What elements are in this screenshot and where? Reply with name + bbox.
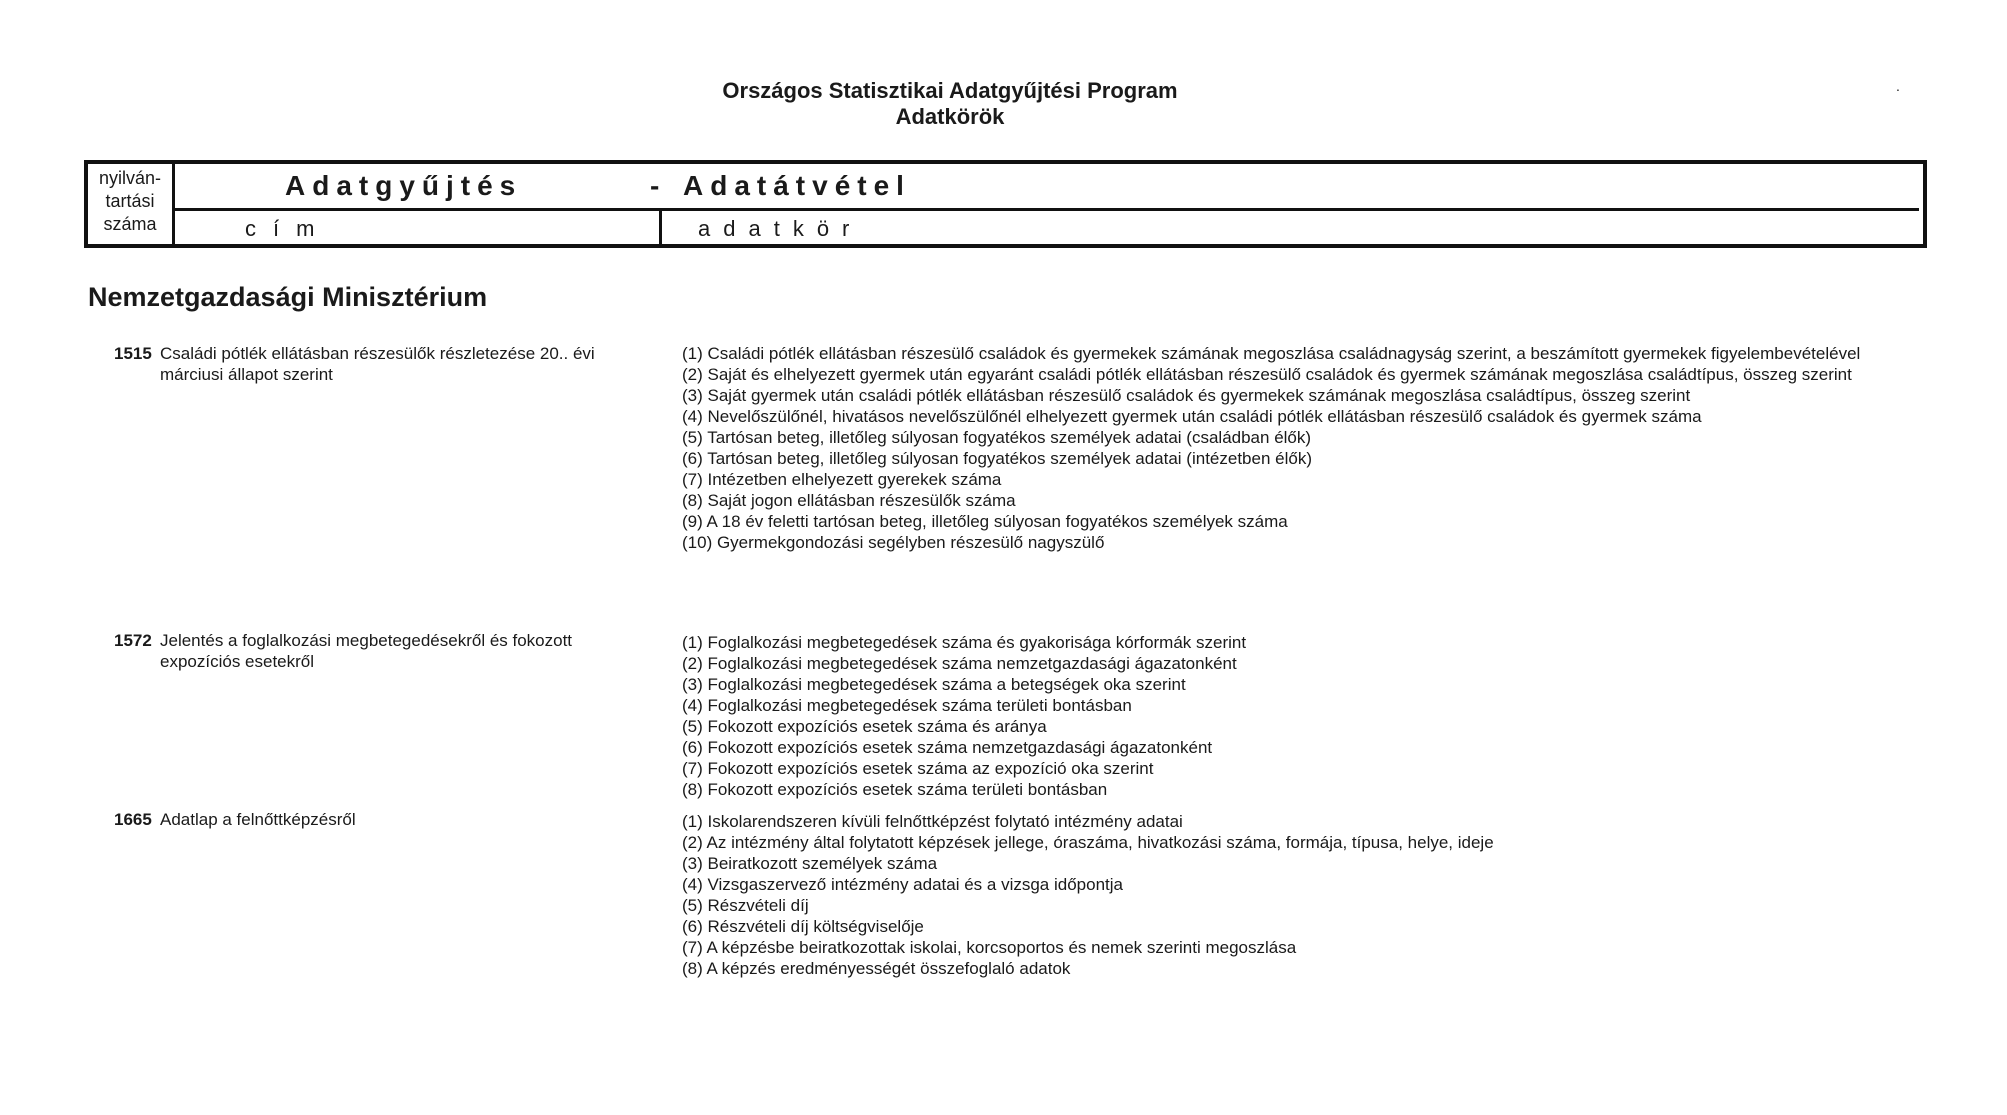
takeover-header: Adatátvétel [683, 170, 911, 201]
entry-title: Családi pótlék ellátásban részesülők részletezése 20.. évi márciusi állapot szerint [160, 344, 595, 384]
header-dash: - [650, 170, 660, 201]
registration-label-line1: nyilván- [98, 168, 162, 188]
document-header [0, 78, 1900, 130]
header-divider-horizontal [175, 208, 1919, 211]
list-item: (3) Beiratkozott személyek száma [682, 854, 938, 873]
list-item: (5) Tartósan beteg, illetőleg súlyosan fogyatékos személyek adatai (családban élők) [682, 428, 1312, 447]
collection-header: Adatgyűjtés [285, 170, 523, 201]
entry-title: Adatlap a felnőttképzésről [160, 810, 356, 829]
list-item: (1) Iskolarendszeren kívüli felnőttképzést folytató intézmény adatai [682, 812, 1183, 831]
list-item: (5) Részvételi díj [682, 896, 809, 915]
list-item: (8) Saját jogon ellátásban részesülők száma [682, 491, 1016, 510]
entry-data-items [682, 811, 2002, 979]
ministry-heading: Nemzetgazdasági Minisztérium [88, 282, 488, 312]
document-subtitle: Adatkörök [895, 104, 1005, 129]
corner-mark: . [1896, 78, 1900, 94]
list-item: (4) Vizsgaszervező intézmény adatai és a vizsga időpontja [682, 875, 1123, 894]
list-item: (4) Nevelőszülőnél, hivatásos nevelőszülőnél elhelyezett gyermek után családi pótlék ellátásban részesülő családok és gyermek száma [682, 407, 1702, 426]
list-item: (1) Családi pótlék ellátásban részesülő családok és gyermekek számának megoszlása családnagyság szerint, a beszámított gyermekek figyelembevételével [682, 344, 1861, 363]
list-item: (10) Gyermekgondozási segélyben részesülő nagyszülő [682, 533, 1105, 552]
list-item: (5) Fokozott expozíciós esetek száma és aránya [682, 717, 1047, 736]
list-item: (9) A 18 év feletti tartósan beteg, illetőleg súlyosan fogyatékos személyek száma [682, 512, 1288, 531]
entry-data-items [682, 632, 2002, 800]
column-header-box [84, 160, 1927, 248]
list-item: (2) Foglalkozási megbetegedések száma nemzetgazdasági ágazatonként [682, 654, 1237, 673]
entry-code: 1572 [114, 631, 152, 650]
entry-code: 1515 [114, 344, 152, 363]
list-item: (8) Fokozott expozíciós esetek száma területi bontásban [682, 780, 1108, 799]
list-item: (3) Saját gyermek után családi pótlék ellátásban részesülő családok és gyermekek számának megoszlása családtípus, összeg szerint [682, 386, 1691, 405]
list-item: (2) Az intézmény által folytatott képzések jellege, óraszáma, hivatkozási száma, formája, típusa, helye, ideje [682, 833, 1494, 852]
title-column-header: cím [245, 216, 332, 241]
list-item: (2) Saját és elhelyezett gyermek után egyaránt családi pótlék ellátásban részesülő családok és gyermek számának megoszlása családtípus, összeg szerint [682, 365, 1852, 384]
header-divider-vertical [659, 211, 662, 244]
data-scope-column-header: adatkör [698, 216, 863, 241]
entry-data-items [682, 343, 2002, 553]
document-title: Országos Statisztikai Adatgyűjtési Program [722, 78, 1178, 103]
list-item: (4) Foglalkozási megbetegedések száma területi bontásban [682, 696, 1132, 715]
list-item: (6) Fokozott expozíciós esetek száma nemzetgazdasági ágazatonként [682, 738, 1213, 757]
entry-code: 1665 [114, 810, 152, 829]
entry-title: Jelentés a foglalkozási megbetegedésekről és fokozott expozíciós esetekről [160, 631, 573, 671]
registration-label-line3: száma [103, 214, 157, 234]
list-item: (1) Foglalkozási megbetegedések száma és gyakorisága kórformák szerint [682, 633, 1247, 652]
list-item: (7) A képzésbe beiratkozottak iskolai, korcsoportos és nemek szerinti megoszlása [682, 938, 1297, 957]
list-item: (6) Tartósan beteg, illetőleg súlyosan fogyatékos személyek adatai (intézetben élők) [682, 449, 1312, 468]
registration-label-line2: tartási [105, 191, 155, 211]
list-item: (7) Fokozott expozíciós esetek száma az expozíció oka szerint [682, 759, 1154, 778]
list-item: (6) Részvételi díj költségviselője [682, 917, 924, 936]
list-item: (3) Foglalkozási megbetegedések száma a betegségek oka szerint [682, 675, 1186, 694]
list-item: (8) A képzés eredményességét összefoglaló adatok [682, 959, 1071, 978]
registration-number-header [88, 164, 175, 244]
list-item: (7) Intézetben elhelyezett gyerekek száma [682, 470, 1002, 489]
